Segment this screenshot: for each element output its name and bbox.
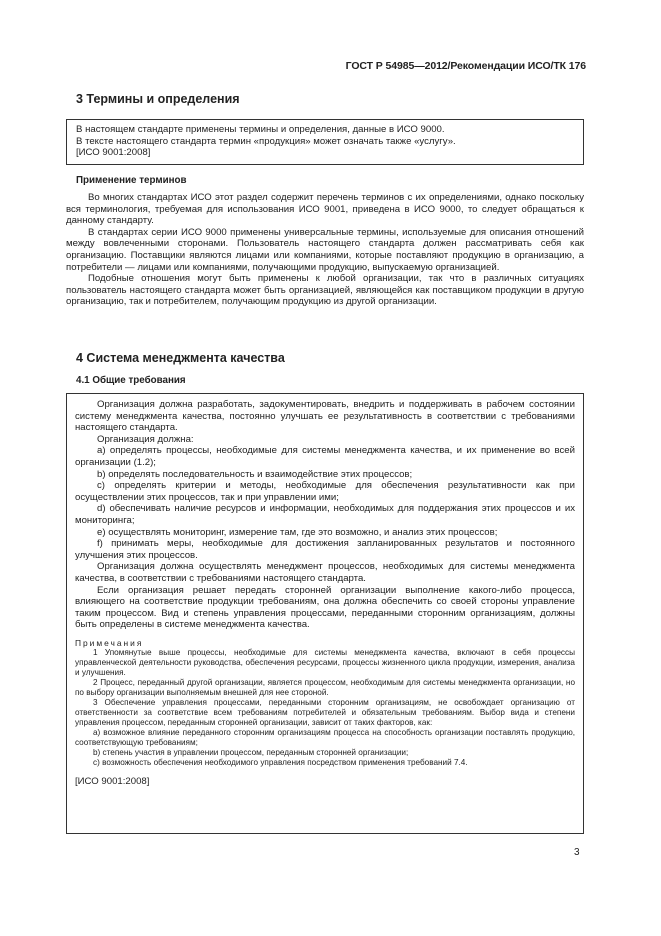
section-4-title: 4 Система менеджмента качества xyxy=(76,351,285,365)
section-3-body xyxy=(66,192,584,308)
reference-block xyxy=(75,776,575,788)
quote-reference: [ИСО 9001:2008] xyxy=(75,775,150,787)
note: a) возможное влияние переданного сторонним организациям процесса на способность организации поставлять продукцию, соответствующую требованиям; xyxy=(75,727,575,747)
paragraph: Организация должна: xyxy=(97,433,194,445)
requirements-text xyxy=(75,399,575,631)
section-4-1-requirements-box xyxy=(66,393,584,834)
section-3-title: 3 Термины и определения xyxy=(76,92,240,106)
note: 2 Процесс, переданный другой организации, является процессом, необходимым для системы менеджмента организации, но по выбору организации выполняемым внешней для нее стороной. xyxy=(75,677,575,697)
page-number: 3 xyxy=(574,847,580,858)
note: b) степень участия в управлении процессом, переданным сторонней организации; xyxy=(93,747,409,757)
list-item: e) осуществлять мониторинг, измерение там, где это возможно, и анализ этих процессов; xyxy=(97,526,498,538)
document-header: ГОСТ Р 54985—2012/Рекомендации ИСО/ТК 176 xyxy=(345,60,586,72)
list-item: a) определять процессы, необходимые для системы менеджмента качества, и их применение во всей организации (1.2); xyxy=(75,445,575,468)
note: 3 Обеспечение управления процессами, переданными сторонним организациям, не освобождает организацию от ответственности за соответствие всем требованиям потребителей и обязательным требованиям. Выбор вида и степени управления процессом, переданным сторонней организации, зависит от таких факторов, как: xyxy=(75,697,575,727)
list-item: f) принимать меры, необходимые для достижения запланированных результатов и постоянного улучшения этих процессов. xyxy=(75,538,575,561)
paragraph: В стандартах серии ИСО 9000 применены универсальные термины, используемые для описания отношений между вовлеченными сторонами. Пользователь настоящего стандарта должен рассматривать себя как организацию. Поставщики являются лицами или компаниями, которые поставляют продукцию в организацию, а потребители — лицами или компаниями, получающими продукцию, выпускаемую организацией. xyxy=(66,226,584,273)
paragraph: Подобные отношения могут быть применены к любой организации, так что в различных ситуациях пользователь настоящего стандарта может быть организацией, являющейся как поставщиком продукции в другую организацию, так и потребителем, получающим продукцию из другой организации. xyxy=(66,273,584,308)
paragraph: Организация должна осуществлять менеджмент процессов, необходимых для системы менеджмента качества, в соответствии с требованиями настоящего стандарта. xyxy=(75,561,575,584)
list-item: c) определять критерии и методы, необходимые для обеспечения результативности как при осуществлении этих процессов, так и при управлении ими; xyxy=(75,480,575,503)
section-4-1-title: 4.1 Общие требования xyxy=(76,375,186,386)
list-item: b) определять последовательность и взаимодействие этих процессов; xyxy=(97,468,413,480)
note: c) возможность обеспечения необходимого управления посредством применения требований 7.4. xyxy=(93,757,468,767)
quote-reference: [ИСО 9001:2008] xyxy=(76,147,151,159)
paragraph: Во многих стандартах ИСО этот раздел содержит перечень терминов с их определениями, однако поскольку вся терминология, требуемая для использования ИСО 9001, приведена в ИСО 9000, то следует обращаться к данному стандарту. xyxy=(66,192,584,227)
note: 1 Упомянутые выше процессы, необходимые для системы менеджмента качества, включают в себя процессы управленческой деятельности руководства, обеспечения ресурсами, процессы жизненного цикла продукции, измерения, анализа и улучшения. xyxy=(75,647,575,677)
quote-line: В настоящем стандарте применены термины и определения, данные в ИСО 9000. xyxy=(76,124,445,135)
list-item: d) обеспечивать наличие ресурсов и информации, необходимых для поддержания этих процессов и их мониторинга; xyxy=(75,503,575,526)
paragraph: Если организация решает передать сторонней организации выполнение какого-либо процесса, влияющего на соответствие продукции требованиям, она должна обеспечить со своей стороны управление таким процессом. Вид и степень управления процессами, переданными сторонним организациям, должны быть определены в системе менеджмента качества. xyxy=(75,584,575,631)
section-3-quote-box xyxy=(66,119,584,165)
notes-title: Примечания xyxy=(75,637,144,648)
paragraph: Организация должна разработать, задокументировать, внедрить и поддерживать в рабочем состоянии систему менеджмента качества, постоянно улучшать ее результативность в соответствии с требованиями настоящего стандарта. xyxy=(75,399,575,434)
quote-line: В тексте настоящего стандарта термин «продукция» может означать также «услугу». xyxy=(76,135,456,147)
notes-block xyxy=(75,638,575,768)
terms-application-heading: Применение терминов xyxy=(76,175,187,186)
